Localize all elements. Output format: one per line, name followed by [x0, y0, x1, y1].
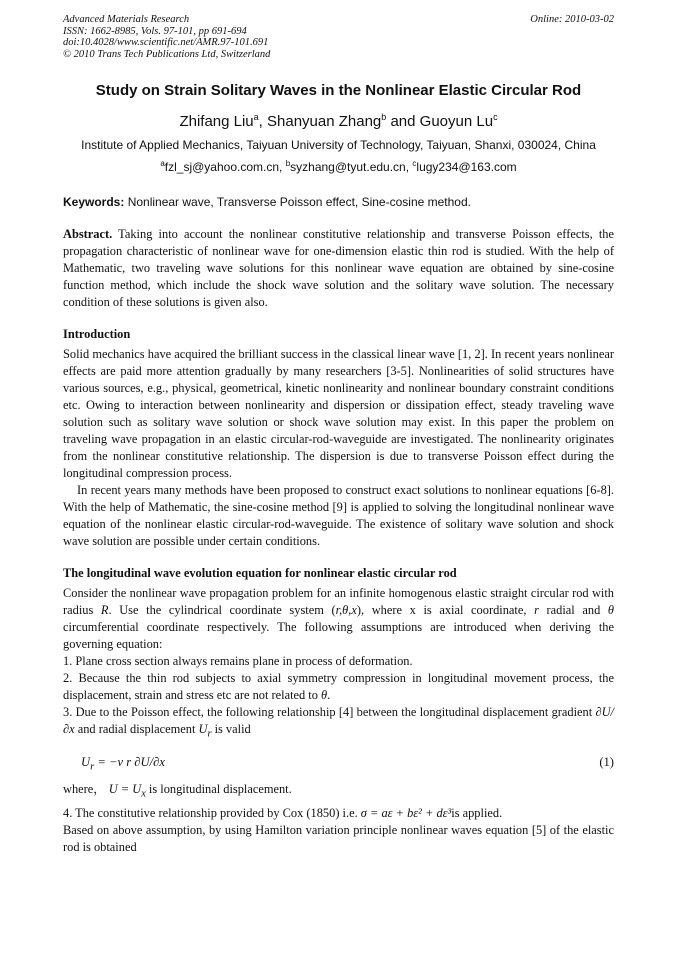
- text-run: is valid: [211, 722, 251, 737]
- author-list: [63, 112, 614, 130]
- email-link[interactable]: syzhang@tyut.edu.cn: [290, 160, 406, 175]
- text-run: . Use the cylindrical coordinate system (: [108, 603, 336, 618]
- equation-body: [81, 755, 165, 773]
- section-heading-wave-equation: The longitudinal wave evolution equation for nonlinear elastic circular rod: [63, 566, 457, 581]
- email-sup: a: [160, 159, 165, 169]
- author-name: Zhifang Liu: [179, 113, 254, 131]
- assumption-item: [63, 704, 614, 742]
- journal-name: Advanced Materials Research: [63, 14, 190, 25]
- author-separator: and: [386, 113, 420, 131]
- math-symbol: r,θ,x: [335, 603, 357, 618]
- math-symbol: θ: [607, 603, 614, 618]
- math-symbol: ∂U/∂x: [63, 705, 614, 737]
- text-run: Consider the nonlinear wave propagation problem for an infinite homogenous elastic straight circular rod with radius: [63, 586, 614, 618]
- email-link[interactable]: fzl_sj@yahoo.com.cn: [164, 160, 280, 175]
- text-run: 2. Because the thin rod subjects to axial symmetry compression in longitudinal movement process, the displacement, strain and stress etc are not related to: [63, 671, 614, 703]
- abstract-text: Taking into account the nonlinear constitutive relationship and transverse Poisson effects, the propagation characteristic of nonlinear wave for one-dimension elastic thin rod is studied. With the help of Mathematic, two traveling wave solutions for this nonlinear wave equation are obtained by sine-cosine function method, which include the shock wave solution and the solitary wave solution. The necessary condition of these solutions is given also.: [63, 227, 614, 310]
- author-separator: ,: [258, 113, 268, 131]
- assumption-item: [63, 805, 614, 822]
- math-symbol: U: [81, 754, 91, 769]
- keywords-text: Nonlinear wave, Transverse Poisson effect, Sine-cosine method.: [124, 195, 471, 210]
- author-name: Shanyuan Zhang: [267, 113, 382, 131]
- email-separator: ,: [279, 160, 286, 175]
- text-run: where，: [63, 781, 109, 796]
- author-name: Guoyun Lu: [419, 113, 494, 131]
- email-link[interactable]: lugy234@163.com: [416, 160, 517, 175]
- online-date: Online: 2010-03-02: [530, 14, 614, 25]
- introduction-paragraph: Solid mechanics have acquired the brilliant success in the classical linear wave [1, 2]. In recent years nonlinear effects are paid more attention gradually by many researchers [3-5]. Nonlinearities of solid structures have various sources, e.g., physical, geometrical, kinetic nonlinearity and nonlinear boundary constraint conditions etc. Owing to interaction between nonlinearity and dispersion or dissipation effect, steady traveling wave solution such as solitary wave solution or shock wave solution may exist. In this paper the problem on traveling wave propagation in an elastic circular-rod-waveguide are investigated. The nonlinearity originates from the nonlinear constitutive relationship. The dispersion is due to transverse Poisson effect during the longitudinal compression process.: [63, 347, 614, 481]
- section-heading-introduction: Introduction: [63, 327, 131, 342]
- math-symbol: U: [198, 722, 208, 737]
- math-expression: = −ν r ∂U/∂x: [97, 754, 165, 769]
- email-separator: ,: [405, 160, 413, 175]
- where-clause: [63, 781, 614, 802]
- abstract-label: Abstract.: [63, 227, 113, 242]
- section-paragraph: Based on above assumption, by using Hamilton variation principle nonlinear waves equation [5] of the elastic rod is obtained: [63, 823, 614, 855]
- math-symbol: R: [100, 603, 109, 618]
- math-expression: σ = aε + bε² + dε³: [360, 806, 452, 821]
- journal-header: [63, 14, 614, 60]
- introduction-paragraph: In recent years many methods have been proposed to construct exact solutions to nonlinear equations [6-8]. With the help of Mathematic, the sine-cosine method [9] is applied to solving the longitudinal nonlinear wave equation of the nonlinear elastic circular-rod-waveguide. The existence of solitary wave solution and shock wave solution are possible under certain conditions.: [63, 483, 614, 549]
- assumption-item: [63, 670, 614, 704]
- math-symbol: U = U: [108, 781, 142, 796]
- text-run: is applied.: [451, 806, 503, 821]
- equation-1: [63, 753, 614, 773]
- text-run: ), where x is axial coordinate,: [356, 603, 535, 618]
- email-list: [63, 159, 614, 174]
- journal-issn: ISSN: 1662-8985, Vols. 97-101, pp 691-694: [63, 25, 247, 37]
- text-run: 4. The constitutive relationship provided by Cox (1850) i.e.: [63, 806, 361, 821]
- author-sup: b: [381, 112, 387, 123]
- math-subscript: x: [141, 788, 146, 800]
- keywords-label: Keywords:: [63, 195, 125, 210]
- text-run: is longitudinal displacement.: [145, 781, 292, 796]
- text-run: circumferential coordinate respectively. The following assumptions are introduced when deriving the governing equation:: [63, 620, 614, 652]
- paper-title: Study on Strain Solitary Waves in the Nonlinear Elastic Circular Rod: [95, 82, 582, 100]
- journal-copyright: © 2010 Trans Tech Publications Ltd, Switzerland: [63, 48, 271, 60]
- journal-doi: doi:10.4028/www.scientific.net/AMR.97-101.691: [63, 37, 269, 49]
- email-sup: c: [412, 159, 417, 169]
- keywords: [63, 195, 614, 209]
- abstract: [63, 226, 614, 311]
- text-run: and radial displacement: [74, 722, 199, 737]
- paper-page: [63, 14, 614, 856]
- text-run: radial and: [538, 603, 608, 618]
- text-run: .: [327, 688, 331, 703]
- text-run: 3. Due to the Poisson effect, the following relationship [4] between the longitudinal displacement gradient: [63, 705, 596, 720]
- math-symbol: θ: [321, 688, 328, 703]
- author-sup: a: [253, 112, 259, 123]
- math-subscript: r: [207, 728, 212, 740]
- equation-number: (1): [599, 754, 614, 769]
- assumption-item: 1. Plane cross section always remains plane in process of deformation.: [63, 654, 413, 669]
- math-symbol: r: [534, 603, 539, 618]
- section-paragraph: [63, 585, 614, 653]
- email-sup: b: [285, 159, 291, 169]
- math-subscript: r: [90, 761, 95, 773]
- author-sup: c: [493, 112, 498, 123]
- affiliation: Institute of Applied Mechanics, Taiyuan University of Technology, Taiyuan, Shanxi, 030024, China: [81, 138, 596, 153]
